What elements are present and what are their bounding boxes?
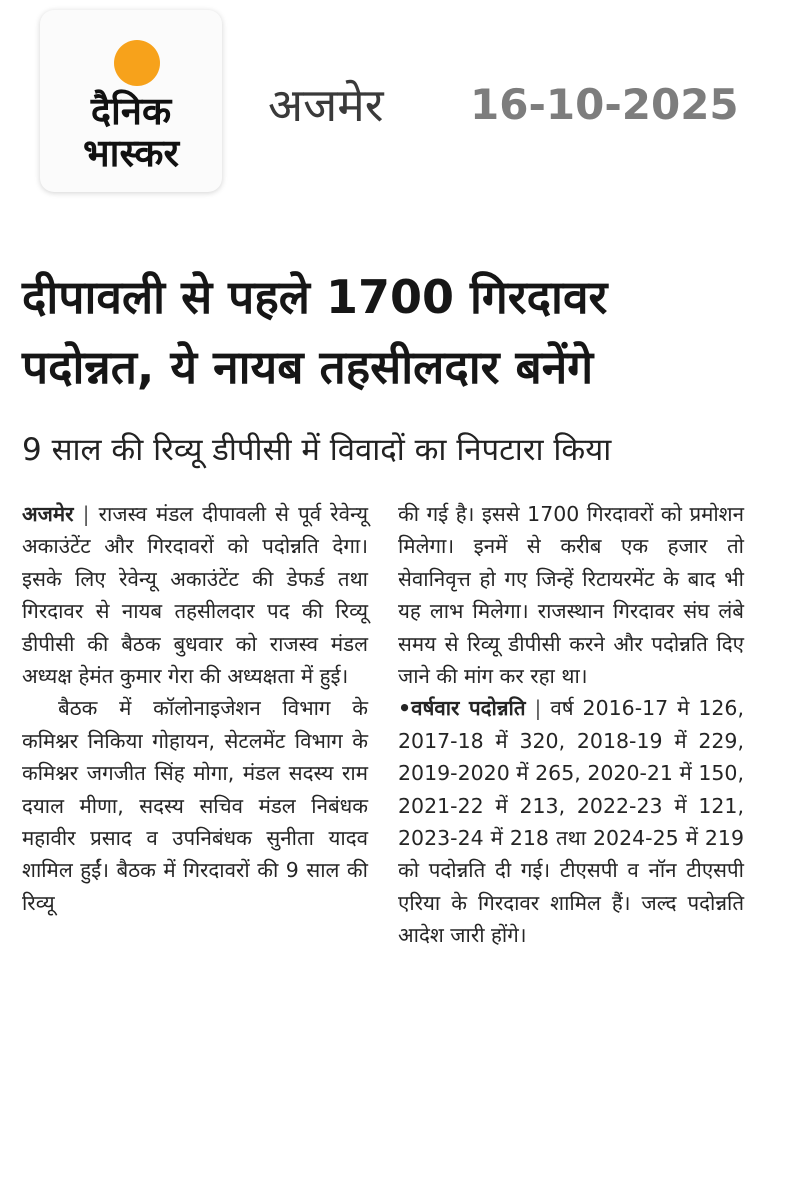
logo-text-line2: भास्कर xyxy=(82,131,180,175)
dateline-separator: | xyxy=(82,502,90,526)
paragraph-1 xyxy=(22,498,368,692)
logo-text-line1: दैनिक xyxy=(90,89,172,133)
article-column-left xyxy=(22,498,368,919)
paragraph-2: बैठक में कॉलोनाइजेशन विभाग के कमिश्नर निकिया गोहायन, सेटलमेंट विभाग के कमिश्नर जगजीत सिंह मोगा, मंडल सदस्य राम दयाल मीणा, सदस्य सचिव मंडल निबंधक महावीर प्रसाद व उपनिबंधक सुनीता यादव शामिल हुईं। बैठक में गिरदावरों की 9 साल की रिव्यू xyxy=(22,696,368,915)
bullet-separator: | xyxy=(534,696,542,721)
article-column-right xyxy=(398,498,744,952)
headline-line-2: पदोन्नत, ये नायब तहसीलदार बनेंगे xyxy=(22,340,594,394)
logo-sun-icon xyxy=(114,40,160,86)
headline-line-1: दीपावली से पहले 1700 गिरदावर xyxy=(22,270,608,324)
paragraph-4 xyxy=(398,692,744,951)
dainik-bhaskar-logo xyxy=(40,10,222,192)
article-subheadline: 9 साल की रिव्यू डीपीसी में विवादों का निपटारा किया xyxy=(22,432,612,468)
paragraph-1-text: राजस्व मंडल दीपावली से पूर्व रेवेन्यू अकाउंटेंट और गिरदावरों को पदोन्नति देगा। इसके लिए रेवेन्यू अकाउंटेंट की डेफर्ड तथा गिरदावर से नायब तहसीलदार पद की रिव्यू डीपीसी की बैठक बुधवार को राजस्व मंडल अध्यक्ष हेमंत कुमार गेरा की अध्यक्षता में हुई। xyxy=(22,502,368,689)
bullet-heading: •वर्षवार पदोन्नति xyxy=(398,696,526,721)
dateline: अजमेर xyxy=(22,502,74,526)
edition-date: 16-10-2025 xyxy=(470,80,739,129)
paragraph-4-text: वर्ष 2016-17 मे 126, 2017-18 में 320, 2018-19 में 229, 2019-2020 में 265, 2020-21 में 150, 2021-22 में 213, 2022-23 में 121, 2023-24 में 218 तथा 2024-25 में 219 को पदोन्नति दी गई। टीएसपी व नॉन टीएसपी एरिया के गिरदावर शामिल हैं। जल्द पदोन्नति आदेश जारी होंगे। xyxy=(398,696,744,948)
article-headline xyxy=(22,262,782,402)
edition-city: अजमेर xyxy=(268,78,384,132)
paragraph-3: की गई है। इससे 1700 गिरदावरों को प्रमोशन मिलेगा। इनमें से करीब एक हजार तो सेवानिवृत्त हो गए जिन्हें रिटायरमेंट के बाद भी यह लाभ मिलेगा। राजस्थान गिरदावर संघ लंबे समय से रिव्यू डीपीसी करने और पदोन्नति दिए जाने की मांग कर रहा था। xyxy=(398,502,744,689)
